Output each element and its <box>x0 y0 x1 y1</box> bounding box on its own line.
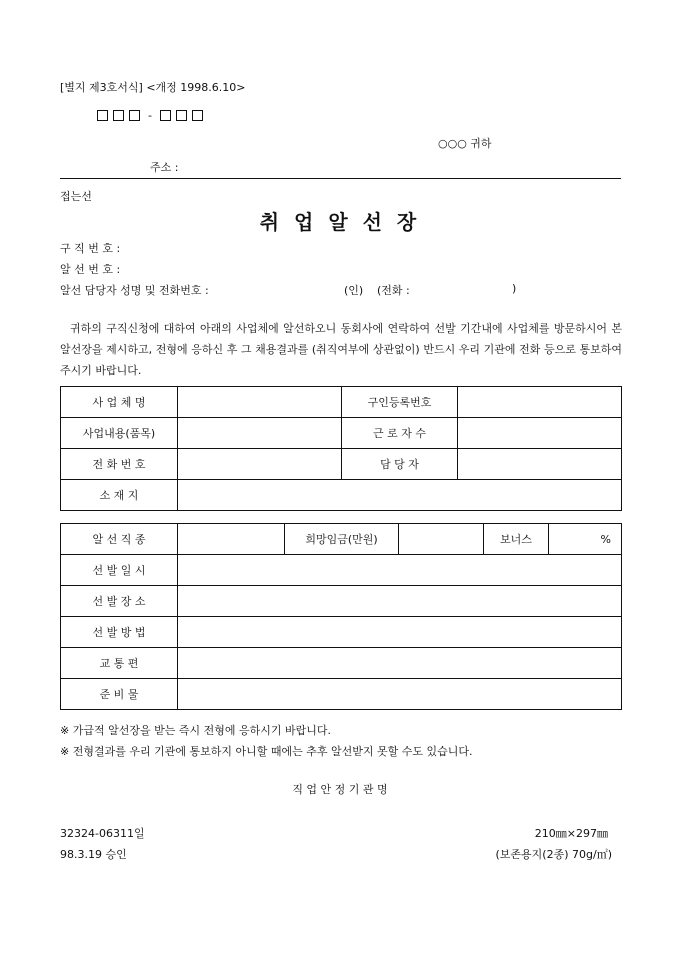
seal-mark: (인) <box>344 284 364 297</box>
address-underline <box>60 178 621 179</box>
number-box <box>192 110 203 121</box>
business-content-field[interactable] <box>178 418 342 449</box>
company-info-table <box>60 386 622 511</box>
desired-wage-label: 희망임금(만원) <box>285 524 399 555</box>
agency-name: 직 업 안 정 기 관 명 <box>292 783 388 796</box>
business-content-label: 사업내용(품목) <box>61 418 178 449</box>
selection-method-field[interactable] <box>178 617 622 648</box>
bonus-label: 보너스 <box>484 524 549 555</box>
percent-unit: % <box>600 532 611 546</box>
phone-number-field[interactable] <box>178 449 342 480</box>
job-type-field[interactable] <box>178 524 285 555</box>
company-officer-label: 담 당 자 <box>342 449 458 480</box>
table-row <box>61 418 622 449</box>
number-box <box>160 110 171 121</box>
table-row <box>61 617 622 648</box>
note-apply-promptly: ※ 가급적 알선장을 받는 즉시 전형에 응하시기 바랍니다. <box>60 724 331 737</box>
selection-place-label: 선 발 장 소 <box>61 586 178 617</box>
location-field[interactable] <box>178 480 622 511</box>
referral-number-label: 알 선 번 호 : <box>60 263 121 276</box>
recruit-registration-number-field[interactable] <box>458 387 622 418</box>
desired-wage-field[interactable] <box>399 524 484 555</box>
note-report-result: ※ 전형결과를 우리 기관에 통보하지 아니할 때에는 추후 알선받지 못할 수도 있습니다. <box>60 745 473 758</box>
table-row <box>61 679 622 710</box>
fold-line-label: 접는선 <box>60 190 92 203</box>
number-box <box>97 110 108 121</box>
selection-date-label: 선 발 일 시 <box>61 555 178 586</box>
phone-close: ) <box>512 282 517 295</box>
job-seeker-number-label: 구 직 번 호 : <box>60 242 121 255</box>
phone-number-label: 전 화 번 호 <box>61 449 178 480</box>
preparation-label: 준 비 물 <box>61 679 178 710</box>
company-name-field[interactable] <box>178 387 342 418</box>
job-type-label: 알 선 직 종 <box>61 524 178 555</box>
phone-open: (전화 : <box>377 284 410 297</box>
document-title: 취 업 알 선 장 <box>259 210 421 234</box>
addressee: ○○○ 귀하 <box>438 137 492 150</box>
address-label: 주소 : <box>150 161 179 174</box>
job-info-table <box>60 523 622 710</box>
form-code: 32324-06311일 <box>60 827 145 840</box>
number-box <box>176 110 187 121</box>
selection-method-label: 선 발 방 법 <box>61 617 178 648</box>
recruit-registration-number-label: 구인등록번호 <box>342 387 458 418</box>
number-box <box>129 110 140 121</box>
paper-type: (보존용지(2종) 70g/㎡) <box>495 848 612 861</box>
table-row <box>61 449 622 480</box>
table-row <box>61 480 622 511</box>
selection-place-field[interactable] <box>178 586 622 617</box>
table-row <box>61 524 622 555</box>
transport-field[interactable] <box>178 648 622 679</box>
employee-count-field[interactable] <box>458 418 622 449</box>
selection-date-field[interactable] <box>178 555 622 586</box>
table-row <box>61 387 622 418</box>
document-number-boxes <box>97 108 208 122</box>
bonus-field[interactable] <box>549 524 622 555</box>
company-officer-field[interactable] <box>458 449 622 480</box>
transport-label: 교 통 편 <box>61 648 178 679</box>
table-row <box>61 648 622 679</box>
company-name-label: 사 업 체 명 <box>61 387 178 418</box>
form-label: [별지 제3호서식] <개정 1998.6.10> <box>60 81 246 94</box>
employee-count-label: 근 로 자 수 <box>342 418 458 449</box>
approval-date: 98.3.19 승인 <box>60 848 127 861</box>
table-row <box>61 555 622 586</box>
referral-instructions: 귀하의 구직신청에 대하여 아래의 사업체에 알선하오니 동회사에 연락하여 선발 기간내에 사업체를 방문하시어 본 알선장을 제시하고, 전형에 응하신 후 그 채용결과를 (취직여부에 상관없이) 반드시 우리 기관에 전화 등으로 통보하여 주시기 바랍니다. <box>60 322 622 377</box>
preparation-field[interactable] <box>178 679 622 710</box>
officer-name-phone-label: 알선 담당자 성명 및 전화번호 : <box>60 284 209 297</box>
number-box <box>113 110 124 121</box>
paper-size: 210㎜×297㎜ <box>534 827 608 840</box>
number-dash: - <box>148 108 152 122</box>
table-row <box>61 586 622 617</box>
location-label: 소 재 지 <box>61 480 178 511</box>
